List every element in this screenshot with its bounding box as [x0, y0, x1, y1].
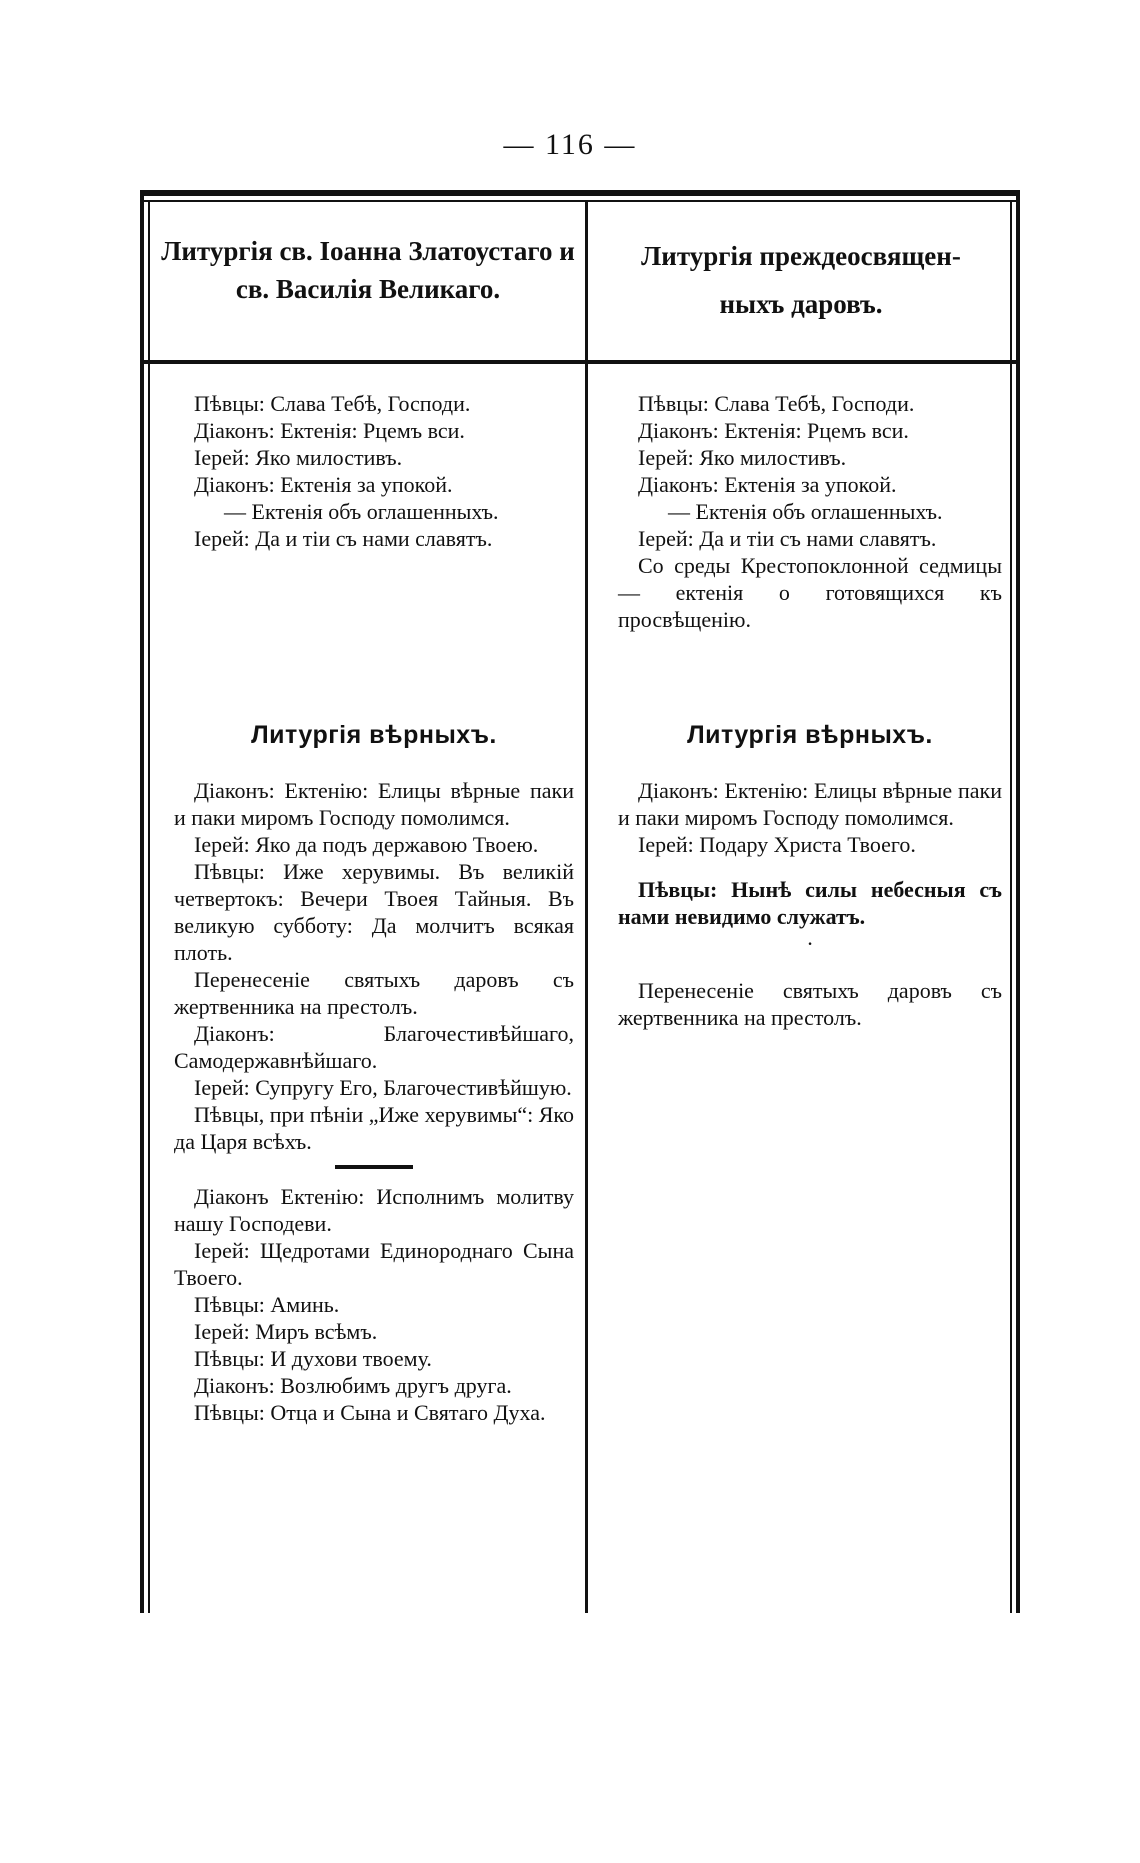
left-line: Діаконъ: Ектенія за упокой.	[194, 472, 453, 497]
right-line: Іерей: Подару Христа Твоего.	[638, 832, 916, 857]
left-line: Іерей: Супругу Его, Благочестивѣйшую.	[194, 1075, 572, 1100]
left-line: Іерей: Миръ всѣмъ.	[194, 1319, 378, 1344]
left-line: Діаконъ: Возлюбимъ другъ друга.	[194, 1373, 512, 1398]
left-line: Пѣвцы: Отца и Сына и Святаго Духа.	[194, 1400, 546, 1425]
header-bottom-rule	[140, 360, 1020, 364]
left-section-title: Литургія вѣрныхъ.	[251, 721, 497, 749]
right-line: Діаконъ: Ектенію: Елицы вѣрные паки и паки миромъ Господу помолимся.	[618, 778, 1002, 830]
left-line: — Ектенія объ оглашенныхъ.	[224, 499, 499, 524]
left-line: Діаконъ Ектенію: Исполнимъ молитву нашу Господеви.	[174, 1184, 574, 1236]
left-column-block-1	[174, 390, 574, 552]
left-line: Пѣвцы: Иже херувимы. Въ великій четвертокъ: Вечери Твоея Тайныя. Въ великую субботу: Да молчитъ всякая плоть.	[174, 859, 574, 965]
right-line: Діаконъ: Ектенія за упокой.	[638, 472, 897, 497]
right-border	[1016, 190, 1020, 1613]
right-line: Пѣвцы: Нынѣ силы небесныя съ нами невидимо служатъ.	[618, 877, 1002, 929]
table-top-rule-thin	[140, 200, 1020, 202]
column-divider	[585, 202, 588, 1613]
stray-dot: ·	[806, 931, 814, 956]
right-section-title: Литургія вѣрныхъ.	[687, 721, 933, 749]
left-line: Перенесеніе святыхъ даровъ съ жертвенника на престолъ.	[174, 967, 574, 1019]
left-column-header: Литургія св. Іоанна Златоустаго и св. Василія Великаго.	[161, 236, 575, 304]
left-line: Іерей: Яко да подъ державою Твоею.	[194, 832, 539, 857]
left-line: Пѣвцы: Слава Тебѣ, Господи.	[194, 391, 471, 416]
left-line: Іерей: Щедротами Единороднаго Сына Твоего.	[174, 1238, 574, 1290]
left-line: Пѣвцы, при пѣніи „Иже херувимы“: Яко да Царя всѣхъ.	[174, 1102, 574, 1154]
right-line: Со среды Крестопоклонной седмицы — ектенія о готовящихся къ просвѣщенію.	[618, 553, 1002, 632]
left-column-block-2	[174, 722, 574, 1426]
left-line: Іерей: Яко милостивъ.	[194, 445, 403, 470]
page-number: — 116 —	[503, 128, 637, 161]
section-separator	[335, 1165, 413, 1169]
left-line: Іерей: Да и тіи съ нами славятъ.	[194, 526, 493, 551]
left-line: Діаконъ: Ектенію: Елицы вѣрные паки и паки миромъ Господу помолимся.	[174, 778, 574, 830]
right-column-block-1	[618, 390, 1002, 633]
right-line: Діаконъ: Ектенія: Рцемъ вси.	[638, 418, 909, 443]
liturgy-comparison-table	[140, 190, 1020, 1613]
right-border-inner	[1010, 202, 1012, 1613]
right-line: — Ектенія объ оглашенныхъ.	[668, 499, 943, 524]
right-header-line-2: ныхъ даровъ.	[719, 289, 883, 319]
right-line: Іерей: Да и тіи съ нами славятъ.	[638, 526, 937, 551]
left-border-inner	[148, 202, 150, 1613]
left-line: Діаконъ: Благочестивѣйшаго, Самодержавнѣйшаго.	[174, 1021, 574, 1073]
right-column-header	[596, 232, 1006, 328]
left-border	[140, 190, 144, 1613]
left-line: Пѣвцы: Аминь.	[194, 1292, 340, 1317]
left-line: Пѣвцы: И духови твоему.	[194, 1346, 432, 1371]
left-line: Діаконъ: Ектенія: Рцемъ вси.	[194, 418, 465, 443]
table-top-rule	[140, 190, 1020, 196]
right-line: Пѣвцы: Слава Тебѣ, Господи.	[638, 391, 915, 416]
right-column-block-2	[618, 722, 1002, 1031]
right-header-line-1: Литургія преждеосвящен-	[641, 241, 961, 271]
right-line: Перенесеніе святыхъ даровъ съ жертвенника на престолъ.	[618, 978, 1002, 1030]
right-line: Іерей: Яко милостивъ.	[638, 445, 847, 470]
